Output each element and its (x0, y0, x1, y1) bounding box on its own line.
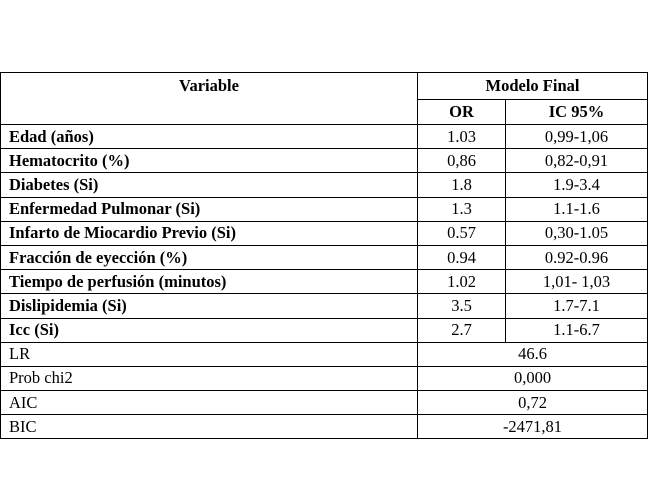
stat-value: 0,000 (418, 366, 648, 390)
row-label: Infarto de Miocardio Previo (Si) (1, 221, 418, 245)
row-or: 0.57 (418, 221, 506, 245)
row-ic: 0,99-1,06 (506, 125, 648, 149)
table-row (1, 270, 648, 294)
row-label: Edad (años) (1, 125, 418, 149)
stat-row (1, 366, 648, 390)
stat-label: AIC (1, 391, 418, 415)
table-row (1, 318, 648, 342)
row-label: Diabetes (Si) (1, 173, 418, 197)
row-or: 1.02 (418, 270, 506, 294)
row-ic: 1.1-6.7 (506, 318, 648, 342)
row-ic: 1.7-7.1 (506, 294, 648, 318)
subheader-row (1, 100, 648, 125)
results-table (0, 72, 648, 439)
row-or: 0.94 (418, 245, 506, 269)
table-row (1, 294, 648, 318)
table-row (1, 173, 648, 197)
table-row (1, 221, 648, 245)
stat-label: Prob chi2 (1, 366, 418, 390)
table-row (1, 149, 648, 173)
header-variable-spacer (1, 100, 418, 125)
row-ic: 1.9-3.4 (506, 173, 648, 197)
row-label: Icc (Si) (1, 318, 418, 342)
row-or: 0,86 (418, 149, 506, 173)
row-label: Enfermedad Pulmonar (Si) (1, 197, 418, 221)
row-label: Tiempo de perfusión (minutos) (1, 270, 418, 294)
row-or: 1.3 (418, 197, 506, 221)
table-row (1, 197, 648, 221)
stat-row (1, 342, 648, 366)
row-label: Hematocrito (%) (1, 149, 418, 173)
row-ic: 1,01- 1,03 (506, 270, 648, 294)
header-variable: Variable (1, 73, 418, 100)
stat-value: -2471,81 (418, 415, 648, 439)
stat-label: BIC (1, 415, 418, 439)
stat-row (1, 415, 648, 439)
stat-row (1, 391, 648, 415)
row-ic: 0.92-0.96 (506, 245, 648, 269)
stat-value: 46.6 (418, 342, 648, 366)
row-label: Fracción de eyección (%) (1, 245, 418, 269)
row-ic: 0,82-0,91 (506, 149, 648, 173)
table-row (1, 245, 648, 269)
header-or: OR (418, 100, 506, 125)
header-ic95: IC 95% (506, 100, 648, 125)
row-or: 1.8 (418, 173, 506, 197)
row-or: 3.5 (418, 294, 506, 318)
row-ic: 0,30-1.05 (506, 221, 648, 245)
stat-label: LR (1, 342, 418, 366)
header-row (1, 73, 648, 100)
header-model-final: Modelo Final (418, 73, 648, 100)
stat-value: 0,72 (418, 391, 648, 415)
row-label: Dislipidemia (Si) (1, 294, 418, 318)
table-row (1, 125, 648, 149)
row-or: 1.03 (418, 125, 506, 149)
row-ic: 1.1-1.6 (506, 197, 648, 221)
row-or: 2.7 (418, 318, 506, 342)
